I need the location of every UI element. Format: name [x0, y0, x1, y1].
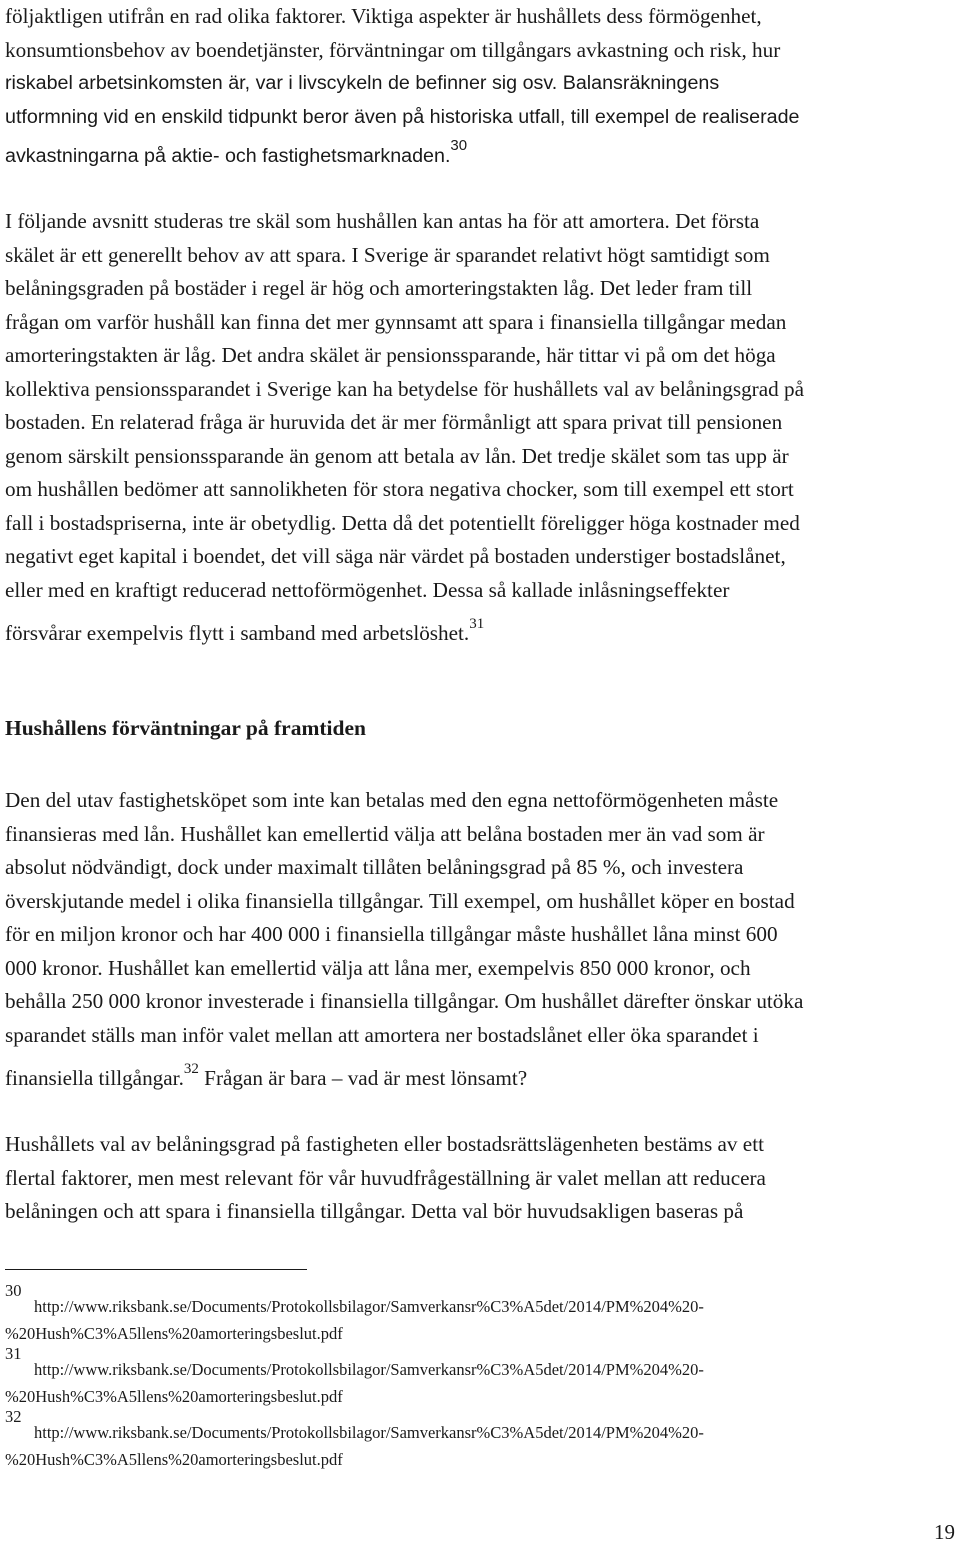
text-line: belåningsgraden på bostäder i regel är hög och amorteringstakten låg. Det leder fram till	[5, 276, 753, 300]
text-line: om hushållen bedömer att sannolikheten för stora negativa chocker, som till exempel ett stort	[5, 477, 794, 501]
text-line: konsumtionsbehov av boendetjänster, förväntningar om tillgångars avkastning och risk, hur	[5, 37, 781, 62]
text-line	[5, 1052, 955, 1096]
text-line: bostaden. En relaterad fråga är huruvida det är mer förmånligt att spara privat till pensionen	[5, 410, 783, 434]
text-line: Hushållets val av belåningsgrad på fastigheten eller bostadsrättslägenheten bestäms av ett	[5, 1132, 764, 1156]
footnote-number: 32	[5, 1407, 22, 1426]
footnote-link-continued[interactable]: %20Hush%C3%A5llens%20amorteringsbeslut.pdf	[5, 1324, 343, 1343]
text-line: fall i bostadspriserna, inte är obetydlig. Detta då det potentiellt föreligger höga kostnader med	[5, 510, 800, 535]
text-line-body: försvårar exempelvis flytt i samband med arbetslöshet.	[5, 621, 470, 645]
text-line: amorteringstakten är låg. Det andra skälet är pensionssparande, här tittar vi på om det höga	[5, 343, 776, 367]
paragraph-3	[5, 784, 955, 1096]
text-line: för en miljon kronor och har 400 000 i finansiella tillgångar måste hushållet låna minst 600	[5, 922, 778, 946]
footnote-link[interactable]: http://www.riksbank.se/Documents/Protokollsbilagor/Samverkansr%C3%A5det/2014/PM%204%20-	[34, 1360, 704, 1379]
text-line: eller med en kraftigt reducerad nettoförmögenhet. Dessa så kallade inlåsningseffekter	[5, 577, 730, 602]
text-line: flertal faktorer, men mest relevant för vår huvudfrågeställning är valet mellan att reducera	[5, 1165, 766, 1190]
text-line: Den del utav fastighetsköpet som inte kan betalas med den egna nettoförmögenheten måste	[5, 788, 779, 812]
text-line: utformning vid en enskild tidpunkt beror även på historiska utfall, till exempel de realiserade	[5, 105, 800, 128]
paragraph-1	[5, 0, 955, 180]
text-line: behålla 250 000 kronor investerade i finansiella tillgångar. Om hushållet därefter önskar utöka	[5, 989, 804, 1013]
paragraph-4	[5, 1128, 955, 1229]
text-line: följaktligen utifrån en rad olika faktorer. Viktiga aspekter är hushållets dess förmögenhet,	[5, 4, 762, 28]
footnote-link-continued[interactable]: %20Hush%C3%A5llens%20amorteringsbeslut.pdf	[5, 1450, 343, 1469]
text-line: kollektiva pensionssparandet i Sverige kan ha betydelse för hushållets val av belåningsgrad på	[5, 376, 805, 401]
text-line: skälet är ett generellt behov av att spara. I Sverige är sparandet relativt högt samtidigt som	[5, 242, 770, 267]
text-line	[5, 134, 955, 180]
text-line: finansieras med lån. Hushållet kan emellertid välja att belåna bostaden mer än vad som är	[5, 821, 765, 846]
footnote-link-continued[interactable]: %20Hush%C3%A5llens%20amorteringsbeslut.pdf	[5, 1387, 343, 1406]
footnote-ref-30[interactable]: 30	[450, 137, 468, 154]
text-line: 000 kronor. Hushållet kan emellertid välja att låna mer, exempelvis 850 000 kronor, och	[5, 955, 751, 980]
section-heading: Hushållens förväntningar på framtiden	[5, 716, 366, 740]
text-line-body: Frågan är bara – vad är mest lönsamt?	[204, 1066, 528, 1090]
footnote-number: 30	[5, 1281, 22, 1300]
footnote-link[interactable]: http://www.riksbank.se/Documents/Protokollsbilagor/Samverkansr%C3%A5det/2014/PM%204%20-	[34, 1423, 704, 1442]
text-line: sparandet ställs man inför valet mellan att amortera ner bostadslånet eller öka sparandet i	[5, 1022, 759, 1047]
text-line	[5, 607, 955, 651]
footnote-number: 31	[5, 1344, 22, 1363]
text-line: överskjutande medel i olika finansiella tillgångar. Till exempel, om hushållet köper en bostad	[5, 888, 795, 913]
paragraph-2	[5, 205, 955, 651]
footnote-ref-31[interactable]: 31	[469, 616, 485, 632]
page-number: 19	[934, 1520, 955, 1544]
footnote-separator	[5, 1269, 307, 1270]
text-line: riskabel arbetsinkomsten är, var i livscykeln de befinner sig osv. Balansräkningens	[5, 72, 720, 94]
footnote-ref-32[interactable]: 32	[183, 1061, 199, 1077]
text-line: absolut nödvändigt, dock under maximalt tillåten belåningsgrad på 85 %, och investera	[5, 855, 744, 879]
footnote-link[interactable]: http://www.riksbank.se/Documents/Protokollsbilagor/Samverkansr%C3%A5det/2014/PM%204%20-	[34, 1297, 704, 1316]
text-line: genom särskilt pensionssparande än genom att betala av lån. Det tredje skälet som tas upp är	[5, 443, 789, 468]
text-line-body: finansiella tillgångar.	[5, 1066, 184, 1090]
text-line: negativt eget kapital i boendet, det vill säga när värdet på bostaden understiger bostadslånet,	[5, 544, 786, 568]
text-line: belåningen och att spara i finansiella tillgångar. Detta val bör huvudsakligen baseras på	[5, 1199, 744, 1223]
text-line: frågan om varför hushåll kan finna det mer gynnsamt att spara i finansiella tillgångar medan	[5, 309, 787, 334]
text-line-body: avkastningarna på aktie- och fastighetsmarknaden.	[5, 145, 451, 167]
text-line: I följande avsnitt studeras tre skäl som hushållen kan antas ha för att amortera. Det första	[5, 209, 760, 233]
